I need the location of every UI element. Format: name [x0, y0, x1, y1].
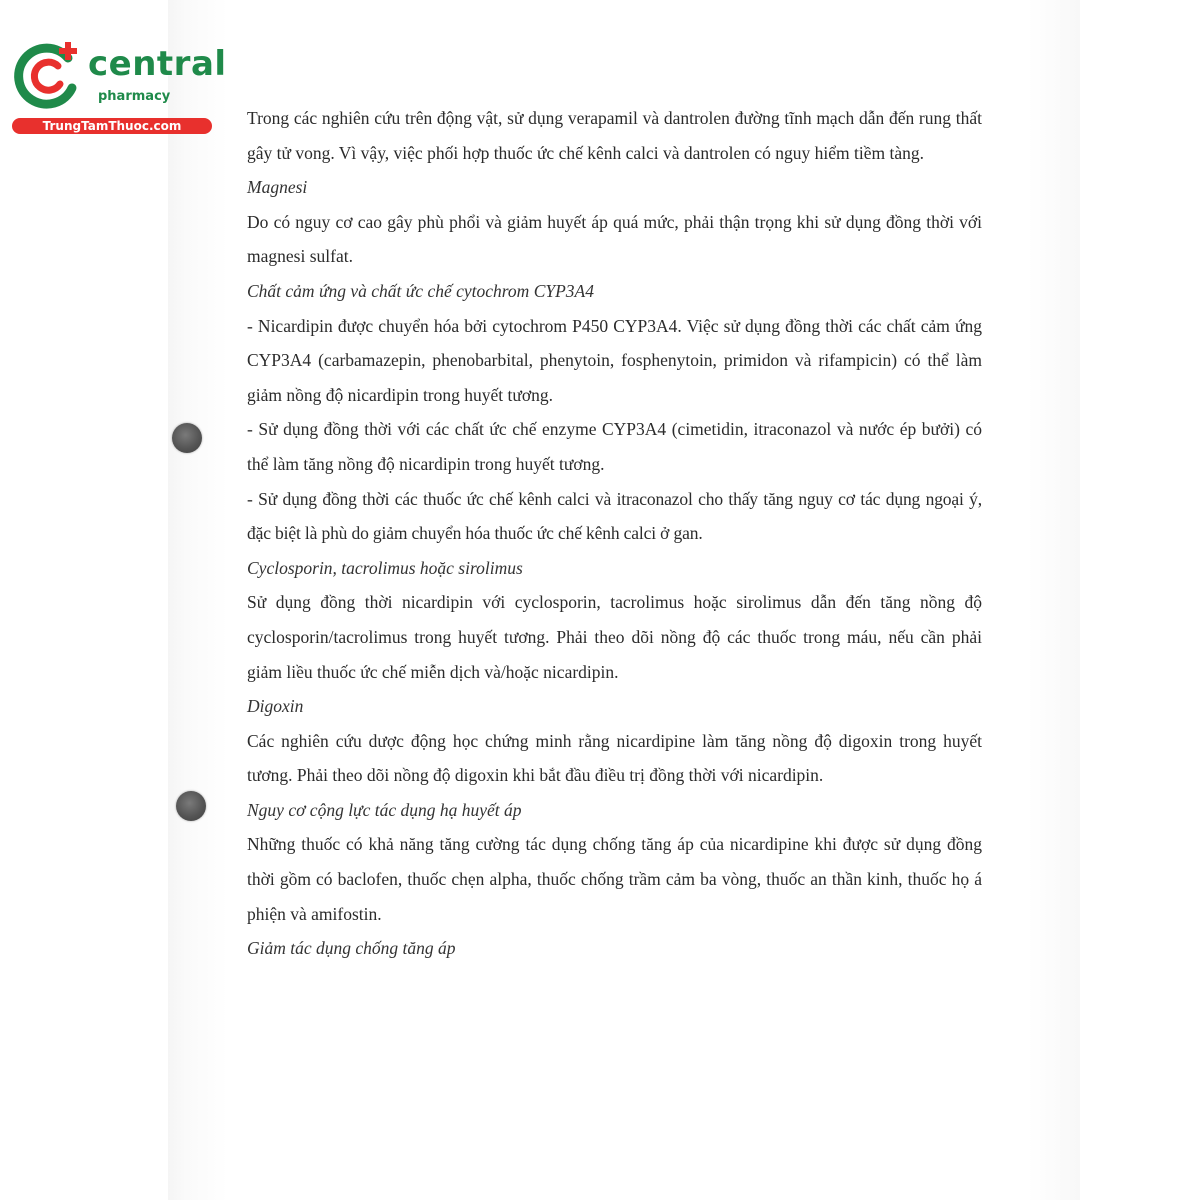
section-heading: Chất cảm ứng và chất ức chế cytochrom CYP3A4 — [247, 280, 594, 301]
document-body — [247, 101, 982, 966]
section-heading: Giảm tác dụng chống tăng áp — [247, 938, 456, 959]
punch-hole — [172, 423, 202, 453]
paragraph: - Sử dụng đồng thời với các chất ức chế enzyme CYP3A4 (cimetidin, itraconazol và nước ép bưởi) có thể làm tăng nồng độ nicardipin trong huyết tương. — [247, 419, 982, 474]
paragraph: Trong các nghiên cứu trên động vật, sử dụng verapamil và dantrolen đường tĩnh mạch dẫn đến rung thất gây tử vong. Vì vậy, việc phối hợp thuốc ức chế kênh calci và dantrolen có nguy hiểm tiềm tàng. — [247, 108, 982, 163]
brand-subtitle: pharmacy — [98, 89, 171, 104]
brand-url[interactable]: TrungTamThuoc.com — [12, 118, 212, 134]
paragraph: Sử dụng đồng thời nicardipin với cyclosporin, tacrolimus hoặc sirolimus dẫn đến tăng nồng độ cyclosporin/tacrolimus trong huyết tương. Phải theo dõi nồng độ các thuốc trong máu, nếu cần phải giảm liều thuốc ức chế miễn dịch và/hoặc nicardipin. — [247, 592, 982, 682]
brand-name: central — [88, 44, 227, 84]
section-heading: Nguy cơ cộng lực tác dụng hạ huyết áp — [247, 799, 522, 820]
punch-hole — [176, 791, 206, 821]
section-heading: Digoxin — [247, 696, 304, 717]
paragraph: - Sử dụng đồng thời các thuốc ức chế kênh calci và itraconazol cho thấy tăng nguy cơ tác dụng ngoại ý, đặc biệt là phù do giảm chuyển hóa thuốc ức chế kênh calci ở gan. — [247, 488, 982, 544]
paragraph: Những thuốc có khả năng tăng cường tác dụng chống tăng áp của nicardipine khi được sử dụng đồng thời gồm có baclofen, thuốc chẹn alpha, thuốc chống trầm cảm ba vòng, thuốc an thần kinh, thuốc họ á phiện và amifostin. — [247, 834, 982, 924]
central-pharmacy-logo[interactable] — [8, 36, 227, 136]
paragraph: Do có nguy cơ cao gây phù phổi và giảm huyết áp quá mức, phải thận trọng khi sử dụng đồng thời với magnesi sulfat. — [247, 211, 982, 267]
section-heading: Cyclosporin, tacrolimus hoặc sirolimus — [247, 557, 523, 578]
paragraph: - Nicardipin được chuyển hóa bởi cytochrom P450 CYP3A4. Việc sử dụng đồng thời các chất cảm ứng CYP3A4 (carbamazepin, phenobarbital, phenytoin, fosphenytoin, primidon và rifampicin) có thể làm giảm nồng độ nicardipin trong huyết tương. — [247, 315, 982, 405]
section-heading: Magnesi — [247, 177, 308, 198]
pharmacy-cross-icon — [10, 38, 86, 114]
paragraph: Các nghiên cứu dược động học chứng minh rằng nicardipine làm tăng nồng độ digoxin trong huyết tương. Phải theo dõi nồng độ digoxin khi bắt đầu điều trị đồng thời với nicardipin. — [247, 730, 982, 786]
